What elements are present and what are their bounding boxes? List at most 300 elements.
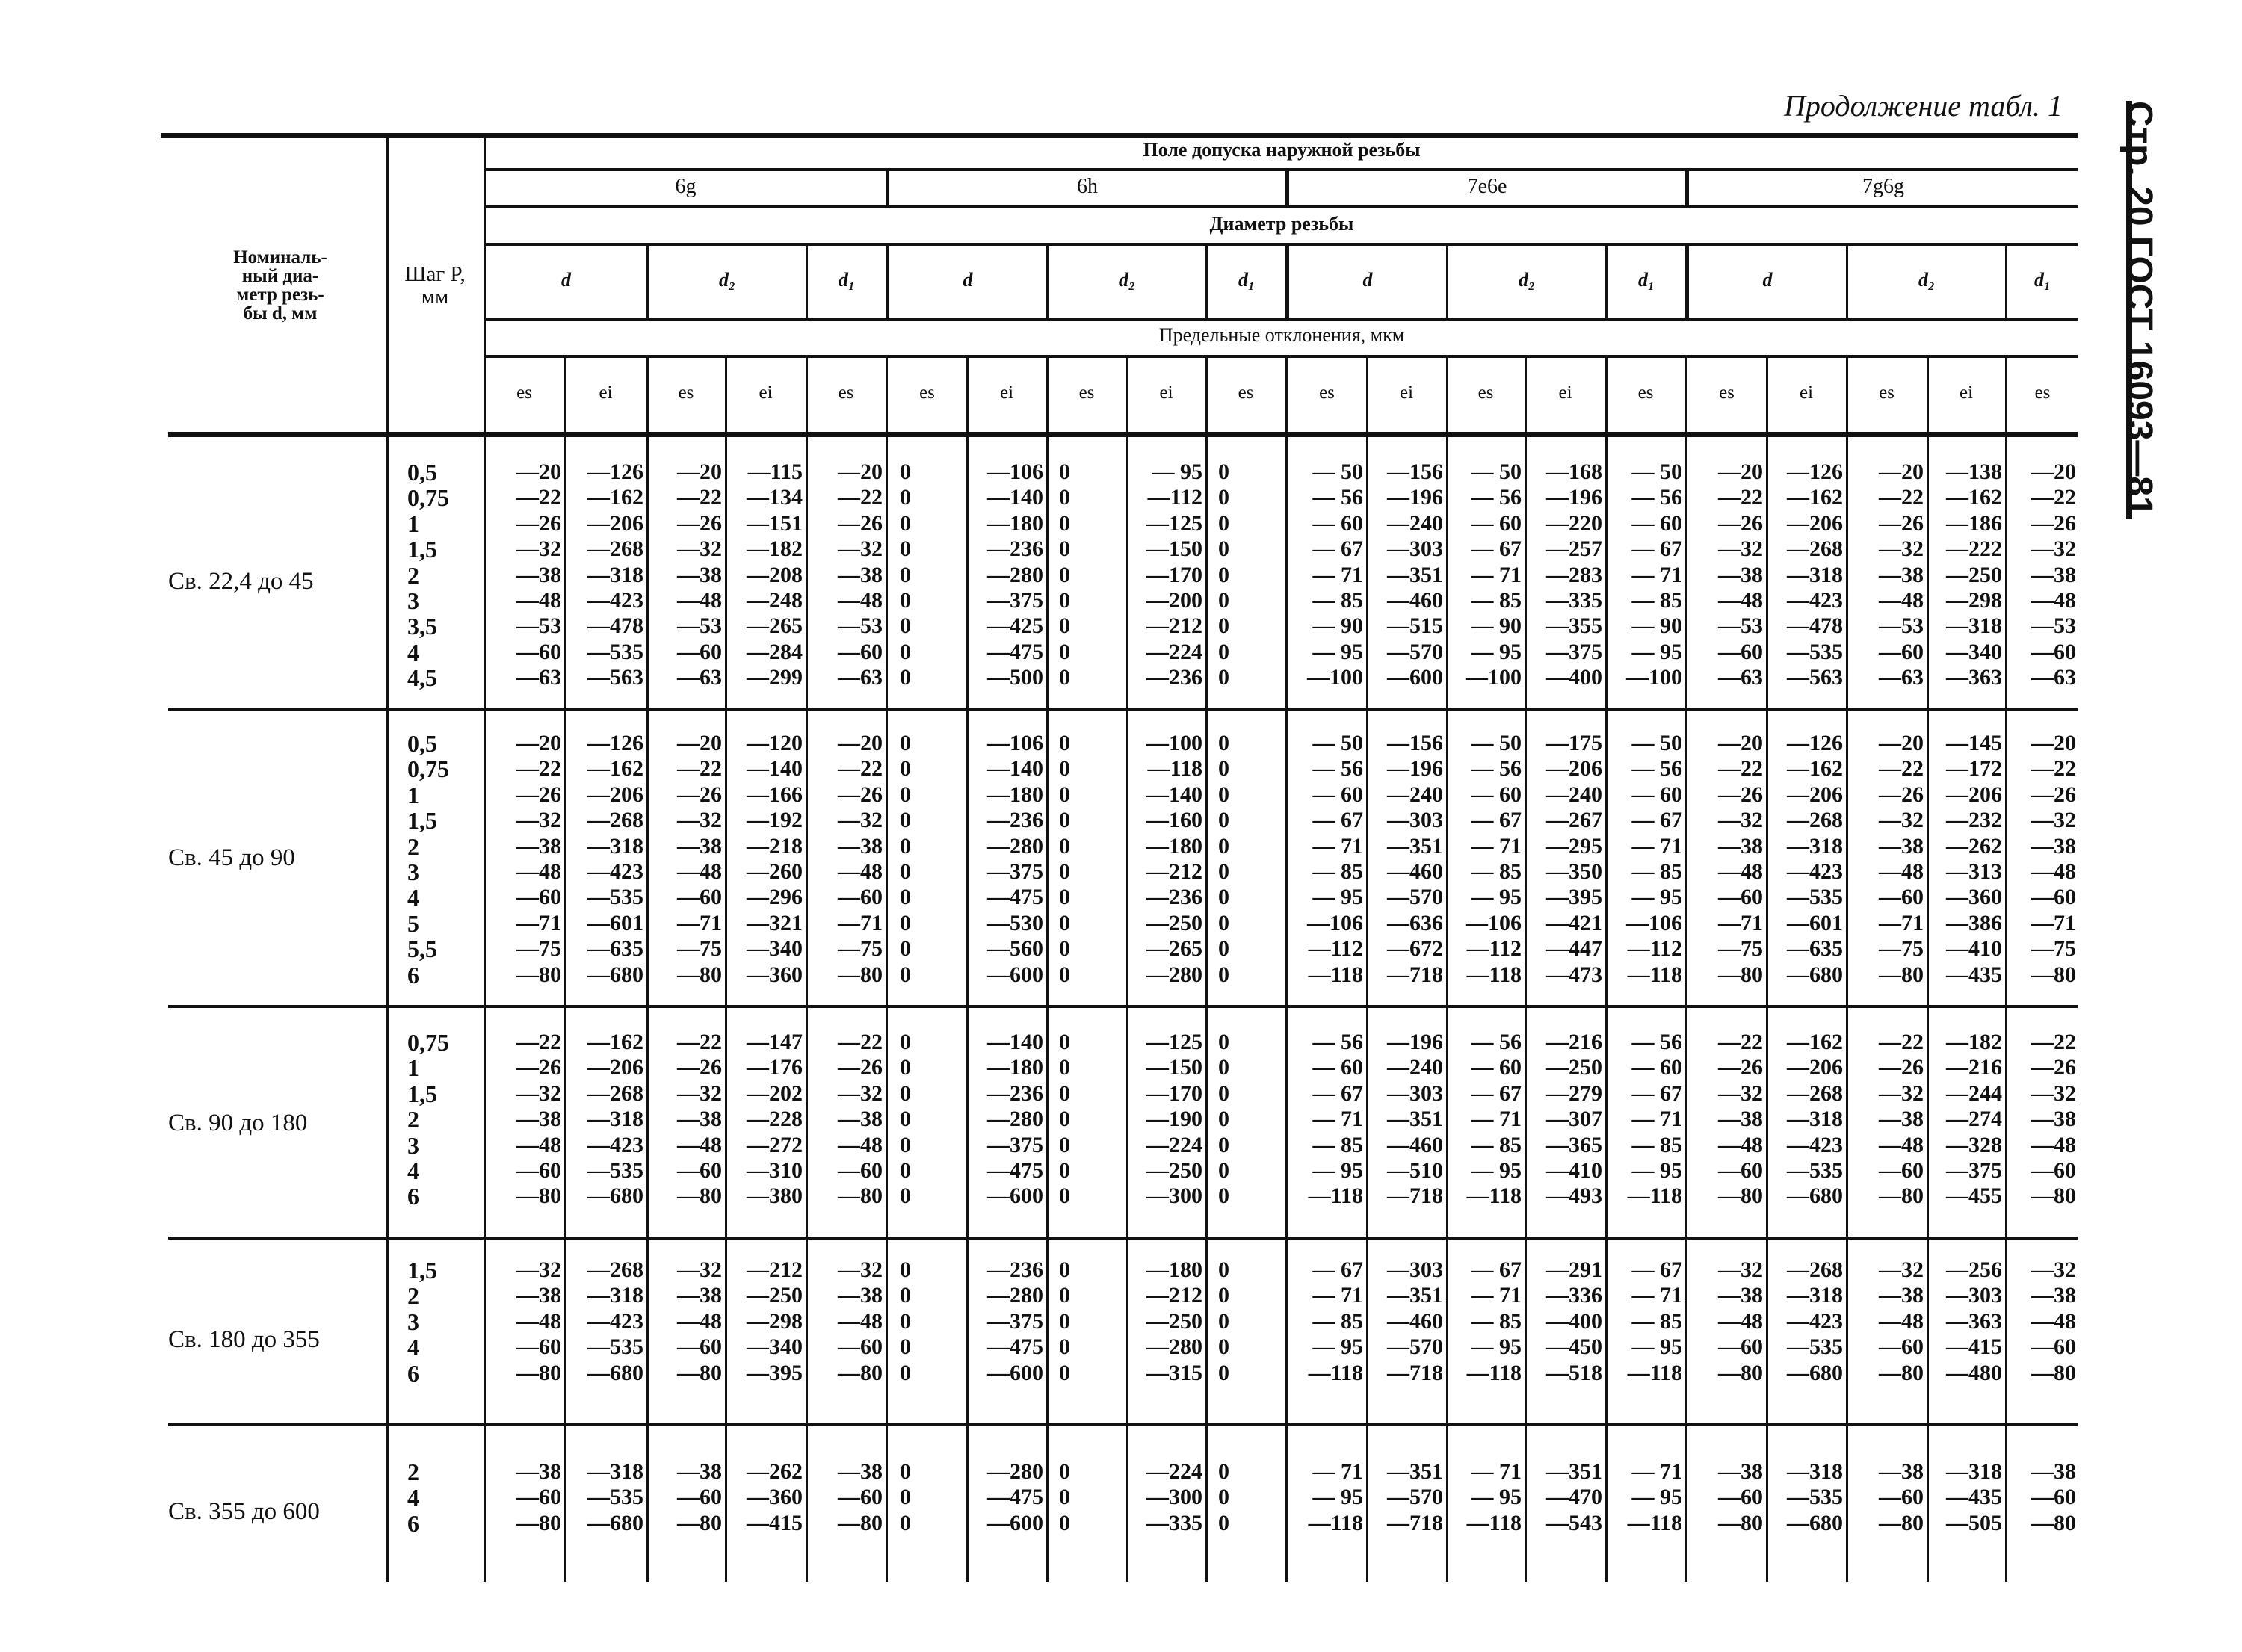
cell-value: —38 bbox=[1718, 833, 1763, 859]
cell-value: 0 bbox=[1218, 808, 1229, 833]
cell-value: — 95 bbox=[1631, 885, 1682, 910]
cell-value: —360 bbox=[1946, 885, 2002, 910]
cell-value: —26 bbox=[1879, 510, 1924, 536]
deviation-label-es: es bbox=[838, 383, 854, 403]
deviation-column bbox=[1929, 1030, 2002, 1210]
cell-value: —298 bbox=[747, 1308, 803, 1334]
deviation-column bbox=[1608, 460, 1682, 691]
cell-value: 0 bbox=[1218, 910, 1229, 935]
cell-value: —335 bbox=[1146, 1510, 1202, 1535]
cell-value: —236 bbox=[1146, 885, 1202, 910]
cell-value: —80 bbox=[2031, 1510, 2076, 1535]
deviation-column bbox=[1368, 731, 1443, 988]
cell-value: —53 bbox=[516, 613, 561, 639]
cell-value: —318 bbox=[587, 1459, 643, 1484]
cell-value: —268 bbox=[1787, 808, 1843, 833]
deviation-column bbox=[1929, 731, 2002, 988]
cell-value: —455 bbox=[1946, 1184, 2002, 1209]
cell-value: 0 bbox=[1059, 1107, 1070, 1132]
cell-value: —363 bbox=[1946, 665, 2002, 690]
deviation-column bbox=[2007, 731, 2076, 988]
group-rule-3 bbox=[168, 1237, 2078, 1240]
cell-value: —75 bbox=[516, 936, 561, 962]
cell-value: 0 bbox=[900, 1334, 911, 1360]
cell-value: —295 bbox=[1546, 833, 1602, 859]
cell-value: — 67 bbox=[1312, 808, 1363, 833]
cell-value: —22 bbox=[1718, 756, 1763, 782]
cell-value: 0 bbox=[900, 1360, 911, 1385]
deviation-column bbox=[1848, 1030, 1924, 1210]
cell-value: — 95 bbox=[1631, 1334, 1682, 1360]
cell-value: —126 bbox=[1787, 731, 1843, 755]
deviation-label-es: es bbox=[1477, 383, 1494, 403]
cell-value: —206 bbox=[587, 510, 643, 536]
cell-value: —515 bbox=[1387, 613, 1443, 639]
cell-value: —601 bbox=[1787, 910, 1843, 935]
cell-value: 0 bbox=[900, 1157, 911, 1183]
cell-value: 0 bbox=[900, 1132, 911, 1157]
deviation-label-ei: ei bbox=[999, 383, 1014, 403]
cell-value: —636 bbox=[1387, 910, 1443, 935]
cell-value: —280 bbox=[987, 562, 1043, 587]
deviation-column bbox=[900, 1030, 911, 1210]
cell-value: —38 bbox=[2031, 1107, 2076, 1132]
step-value: 5 bbox=[407, 909, 419, 937]
cell-value: —600 bbox=[987, 1510, 1043, 1535]
cell-value: — 85 bbox=[1312, 859, 1363, 884]
cell-value: — 67 bbox=[1631, 536, 1682, 562]
cell-value: —118 bbox=[1308, 962, 1363, 987]
page-sidebar bbox=[2119, 101, 2197, 519]
cell-value: —71 bbox=[2031, 910, 2076, 935]
cell-value: —38 bbox=[1879, 833, 1924, 859]
cell-value: —250 bbox=[1146, 1157, 1202, 1183]
cell-value: —351 bbox=[1546, 1459, 1602, 1484]
cell-value: —38 bbox=[2031, 833, 2076, 859]
cell-value: —60 bbox=[516, 1157, 561, 1183]
cell-value: —473 bbox=[1546, 962, 1602, 987]
deviation-column bbox=[900, 731, 911, 988]
cell-value: —80 bbox=[677, 962, 722, 987]
cell-value: —296 bbox=[747, 885, 803, 910]
nominal-diameter-header bbox=[179, 248, 381, 323]
cell-value: —38 bbox=[1718, 1107, 1763, 1132]
cell-value: —680 bbox=[587, 1360, 643, 1385]
cell-value: —240 bbox=[1387, 782, 1443, 807]
cell-value: —26 bbox=[516, 782, 561, 807]
cell-value: —560 bbox=[987, 936, 1043, 962]
step-value: 1 bbox=[407, 781, 419, 808]
deviation-column bbox=[1848, 731, 1924, 988]
cell-value: —222 bbox=[1946, 536, 2002, 562]
cell-value: —22 bbox=[1879, 756, 1924, 782]
step-list bbox=[407, 1459, 419, 1536]
cell-value: —318 bbox=[1946, 1459, 2002, 1484]
cell-value: —80 bbox=[838, 1510, 883, 1535]
cell-value: —435 bbox=[1946, 962, 2002, 987]
step-value: 0,75 bbox=[407, 1029, 449, 1056]
cell-value: —318 bbox=[587, 1107, 643, 1132]
cell-value: —63 bbox=[1879, 665, 1924, 690]
cell-value: —280 bbox=[1146, 962, 1202, 987]
cell-value: —140 bbox=[1146, 782, 1202, 807]
cell-value: —60 bbox=[838, 1485, 883, 1510]
cell-value: — 95 bbox=[1631, 1157, 1682, 1183]
cell-value: —71 bbox=[1718, 910, 1763, 935]
cell-value: — 90 bbox=[1471, 613, 1522, 639]
cell-value: — 71 bbox=[1471, 562, 1522, 587]
header-rule-4 bbox=[486, 318, 2078, 321]
cell-value: —410 bbox=[1946, 936, 2002, 962]
cell-value: —360 bbox=[747, 962, 803, 987]
header-rule-1 bbox=[486, 168, 2078, 171]
cell-value: 0 bbox=[1218, 1107, 1229, 1132]
cell-value: —543 bbox=[1546, 1510, 1602, 1535]
cell-value: —601 bbox=[587, 910, 643, 935]
cell-value: —38 bbox=[2031, 562, 2076, 587]
deviation-label-es: es bbox=[1319, 383, 1335, 403]
cell-value: —570 bbox=[1387, 639, 1443, 664]
cell-value: —236 bbox=[987, 536, 1043, 562]
deviations-title: Предельные отклонения, мкм bbox=[1158, 324, 1405, 346]
deviation-column bbox=[1689, 1257, 1763, 1386]
cell-value: 0 bbox=[1059, 1283, 1070, 1308]
cell-value: —60 bbox=[516, 1334, 561, 1360]
cell-value: 0 bbox=[900, 510, 911, 536]
cell-value: —71 bbox=[838, 910, 883, 935]
cell-value: —257 bbox=[1546, 536, 1602, 562]
cell-value: 0 bbox=[1218, 782, 1229, 807]
deviation-column bbox=[486, 1257, 561, 1386]
cell-value: —680 bbox=[1787, 1184, 1843, 1209]
step-list bbox=[407, 1257, 437, 1386]
cell-value: — 85 bbox=[1312, 1308, 1363, 1334]
cell-value: 0 bbox=[1059, 562, 1070, 587]
deviation-label-ei: ei bbox=[1799, 383, 1814, 403]
cell-value: —147 bbox=[747, 1030, 803, 1054]
cell-value: —22 bbox=[516, 485, 561, 510]
cell-value: —166 bbox=[747, 782, 803, 807]
cell-value: 0 bbox=[1218, 536, 1229, 562]
cell-value: —351 bbox=[1387, 1459, 1443, 1484]
cell-value: —48 bbox=[677, 859, 722, 884]
nominal-line-4: бы d, мм bbox=[243, 303, 318, 324]
cell-value: —38 bbox=[838, 1107, 883, 1132]
cell-value: —22 bbox=[2031, 1030, 2076, 1054]
step-value: 2 bbox=[407, 1458, 419, 1485]
cell-value: —447 bbox=[1546, 936, 1602, 962]
cell-value: —60 bbox=[516, 885, 561, 910]
deviation-column bbox=[808, 1459, 883, 1536]
diam-d-6h: d bbox=[963, 269, 973, 291]
cell-value: 0 bbox=[1059, 1157, 1070, 1183]
cell-value: —535 bbox=[1787, 639, 1843, 664]
cell-value: —22 bbox=[838, 756, 883, 782]
cell-value: 0 bbox=[1059, 962, 1070, 987]
cell-value: 0 bbox=[1218, 756, 1229, 782]
cell-value: —38 bbox=[516, 562, 561, 587]
cell-value: —303 bbox=[1387, 536, 1443, 562]
cell-value: —20 bbox=[516, 731, 561, 755]
cell-value: —106 bbox=[1626, 910, 1682, 935]
cell-value: —134 bbox=[747, 485, 803, 510]
cell-value: 0 bbox=[1059, 613, 1070, 639]
cell-value: —313 bbox=[1946, 859, 2002, 884]
deviation-column bbox=[1368, 1030, 1443, 1210]
dev-sep-7 bbox=[1046, 355, 1049, 1582]
cell-value: —718 bbox=[1387, 1184, 1443, 1209]
cell-value: —208 bbox=[747, 562, 803, 587]
deviation-label-es: es bbox=[1078, 383, 1095, 403]
cell-value: —450 bbox=[1546, 1334, 1602, 1360]
cell-value: — 67 bbox=[1471, 1257, 1522, 1282]
cell-value: 0 bbox=[1218, 613, 1229, 639]
cell-value: —192 bbox=[747, 808, 803, 833]
cell-value: 0 bbox=[900, 859, 911, 884]
cell-value: —150 bbox=[1146, 536, 1202, 562]
cell-value: —80 bbox=[516, 962, 561, 987]
deviation-column bbox=[1218, 731, 1229, 988]
cell-value: —351 bbox=[1387, 833, 1443, 859]
cell-value: —38 bbox=[2031, 1459, 2076, 1484]
cell-value: 0 bbox=[1059, 1485, 1070, 1510]
deviation-column bbox=[900, 1257, 911, 1386]
deviation-label-ei: ei bbox=[1159, 383, 1173, 403]
cell-value: —32 bbox=[838, 1257, 883, 1282]
cell-value: —32 bbox=[677, 1080, 722, 1106]
cell-value: — 60 bbox=[1471, 1055, 1522, 1080]
cell-value: 0 bbox=[1218, 1257, 1229, 1282]
cell-value: —236 bbox=[1146, 665, 1202, 690]
cell-value: —38 bbox=[1879, 562, 1924, 587]
deviation-column bbox=[1608, 1459, 1682, 1536]
cell-value: 0 bbox=[900, 756, 911, 782]
cell-value: — 95 bbox=[1152, 460, 1202, 484]
cell-value: —351 bbox=[1387, 562, 1443, 587]
cell-value: —260 bbox=[747, 859, 803, 884]
deviation-label-es: es bbox=[1637, 383, 1654, 403]
cell-value: —680 bbox=[1787, 1360, 1843, 1385]
cell-value: —423 bbox=[587, 1132, 643, 1157]
cell-value: —60 bbox=[1718, 885, 1763, 910]
field-7e6e: 7e6e bbox=[1467, 175, 1507, 198]
deviation-column bbox=[1128, 1030, 1202, 1210]
cell-value: 0 bbox=[1059, 756, 1070, 782]
step-list bbox=[407, 731, 449, 988]
deviation-label-ei: ei bbox=[1959, 383, 1974, 403]
cell-value: —310 bbox=[747, 1157, 803, 1183]
cell-value: —351 bbox=[1387, 1107, 1443, 1132]
cell-value: —280 bbox=[987, 833, 1043, 859]
cell-value: — 85 bbox=[1471, 859, 1522, 884]
cell-value: —535 bbox=[1787, 885, 1843, 910]
cell-value: —60 bbox=[677, 1334, 722, 1360]
cell-value: —126 bbox=[587, 731, 643, 755]
deviation-column bbox=[1689, 731, 1763, 988]
cell-value: —268 bbox=[587, 808, 643, 833]
deviation-column bbox=[566, 1257, 643, 1386]
deviation-label-ei: ei bbox=[759, 383, 773, 403]
cell-value: —106 bbox=[1307, 910, 1363, 935]
cell-value: —150 bbox=[1146, 1055, 1202, 1080]
cell-value: —20 bbox=[2031, 460, 2076, 484]
deviation-label-ei: ei bbox=[1399, 383, 1414, 403]
cell-value: — 85 bbox=[1312, 587, 1363, 613]
cell-value: —38 bbox=[1718, 1283, 1763, 1308]
cell-value: —32 bbox=[516, 1080, 561, 1106]
cell-value: — 95 bbox=[1631, 1485, 1682, 1510]
cell-value: —48 bbox=[838, 1308, 883, 1334]
cell-value: —26 bbox=[516, 510, 561, 536]
cell-value: — 95 bbox=[1312, 1485, 1363, 1510]
cell-value: —100 bbox=[1466, 665, 1522, 690]
field-6h: 6h bbox=[1077, 175, 1098, 198]
cell-value: —38 bbox=[838, 562, 883, 587]
deviation-column bbox=[486, 1030, 561, 1210]
cell-value: — 71 bbox=[1471, 1107, 1522, 1132]
cell-value: — 50 bbox=[1631, 460, 1682, 484]
cell-value: 0 bbox=[1059, 910, 1070, 935]
cell-value: —125 bbox=[1146, 1030, 1202, 1054]
cell-value: —202 bbox=[747, 1080, 803, 1106]
cell-value: —48 bbox=[516, 1308, 561, 1334]
step-value: 1 bbox=[407, 510, 419, 537]
cell-value: — 56 bbox=[1312, 485, 1363, 510]
cell-value: —48 bbox=[838, 587, 883, 613]
deviation-column bbox=[566, 731, 643, 988]
cell-value: —395 bbox=[747, 1360, 803, 1385]
cell-value: —248 bbox=[747, 587, 803, 613]
cell-value: —80 bbox=[677, 1360, 722, 1385]
cell-value: —535 bbox=[587, 1485, 643, 1510]
cell-value: —375 bbox=[987, 1308, 1043, 1334]
deviation-label-es: es bbox=[678, 383, 694, 403]
cell-value: —500 bbox=[987, 665, 1043, 690]
cell-value: —48 bbox=[516, 1132, 561, 1157]
deviation-column bbox=[1218, 1459, 1229, 1536]
cell-value: —180 bbox=[1146, 1257, 1202, 1282]
cell-value: —216 bbox=[1546, 1030, 1602, 1054]
cell-value: 0 bbox=[1059, 1184, 1070, 1209]
cell-value: —423 bbox=[587, 859, 643, 884]
cell-value: —196 bbox=[1387, 1030, 1443, 1054]
cell-value: —48 bbox=[838, 1132, 883, 1157]
cell-value: —268 bbox=[587, 1257, 643, 1282]
cell-value: 0 bbox=[1218, 1334, 1229, 1360]
deviation-column bbox=[1448, 1459, 1522, 1536]
cell-value: —32 bbox=[516, 808, 561, 833]
cell-value: — 95 bbox=[1471, 639, 1522, 664]
cell-value: —340 bbox=[747, 936, 803, 962]
cell-value: —32 bbox=[1879, 1257, 1924, 1282]
cell-value: 0 bbox=[900, 460, 911, 484]
cell-value: — 85 bbox=[1631, 1132, 1682, 1157]
cell-value: —212 bbox=[1146, 613, 1202, 639]
cell-value: —395 bbox=[1546, 885, 1602, 910]
cell-value: —212 bbox=[1146, 1283, 1202, 1308]
cell-value: —244 bbox=[1946, 1080, 2002, 1106]
cell-value: —38 bbox=[677, 833, 722, 859]
cell-value: —220 bbox=[1546, 510, 1602, 536]
step-value: 2 bbox=[407, 1282, 419, 1310]
step-value: 4 bbox=[407, 1157, 419, 1184]
cell-value: —600 bbox=[987, 962, 1043, 987]
deviation-column bbox=[1128, 460, 1202, 691]
cell-value: —535 bbox=[1787, 1485, 1843, 1510]
cell-value: —20 bbox=[677, 460, 722, 484]
cell-value: —318 bbox=[587, 562, 643, 587]
cell-value: —32 bbox=[516, 536, 561, 562]
cell-value: —318 bbox=[1787, 1107, 1843, 1132]
cell-value: — 67 bbox=[1471, 1080, 1522, 1106]
cell-value: 0 bbox=[1218, 1157, 1229, 1183]
cell-value: —48 bbox=[2031, 859, 2076, 884]
deviation-column bbox=[1527, 1257, 1602, 1386]
cell-value: —118 bbox=[1466, 1184, 1522, 1209]
cell-value: —60 bbox=[2031, 639, 2076, 664]
cell-value: — 56 bbox=[1631, 756, 1682, 782]
cell-value: —250 bbox=[1946, 562, 2002, 587]
cell-value: —38 bbox=[677, 1107, 722, 1132]
cell-value: —22 bbox=[838, 1030, 883, 1054]
cell-value: —60 bbox=[677, 885, 722, 910]
cell-value: —118 bbox=[1466, 962, 1522, 987]
cell-value: —20 bbox=[1718, 731, 1763, 755]
cell-value: —22 bbox=[677, 1030, 722, 1054]
cell-value: —303 bbox=[1387, 1080, 1443, 1106]
cell-value: —162 bbox=[587, 756, 643, 782]
step-value: 6 bbox=[407, 1509, 419, 1537]
cell-value: 0 bbox=[1218, 1184, 1229, 1209]
cell-value: 0 bbox=[1218, 1308, 1229, 1334]
cell-value: —400 bbox=[1546, 665, 1602, 690]
cell-value: — 95 bbox=[1312, 1157, 1363, 1183]
cell-value: 0 bbox=[900, 910, 911, 935]
deviation-column bbox=[1059, 460, 1070, 691]
cell-value: —38 bbox=[2031, 1283, 2076, 1308]
cell-value: —26 bbox=[677, 1055, 722, 1080]
cell-value: —600 bbox=[1387, 665, 1443, 690]
cell-value: —48 bbox=[1879, 859, 1924, 884]
cell-value: 0 bbox=[1059, 782, 1070, 807]
deviation-column bbox=[1608, 1030, 1682, 1210]
nominal-line-3: метр резь- bbox=[236, 285, 324, 305]
cell-value: —318 bbox=[587, 1283, 643, 1308]
cell-value: —20 bbox=[1718, 460, 1763, 484]
cell-value: —48 bbox=[2031, 587, 2076, 613]
deviation-column bbox=[2007, 1030, 2076, 1210]
cell-value: 0 bbox=[900, 731, 911, 755]
cell-value: — 85 bbox=[1631, 587, 1682, 613]
cell-value: —162 bbox=[587, 1030, 643, 1054]
deviation-column bbox=[649, 1030, 722, 1210]
cell-value: —680 bbox=[1787, 962, 1843, 987]
cell-value: 0 bbox=[1059, 1510, 1070, 1535]
step-value: 3 bbox=[407, 1308, 419, 1335]
deviation-column bbox=[969, 460, 1043, 691]
cell-value: —26 bbox=[838, 782, 883, 807]
cell-value: —63 bbox=[838, 665, 883, 690]
cell-value: —272 bbox=[747, 1132, 803, 1157]
deviation-column bbox=[1448, 460, 1522, 691]
cell-value: —718 bbox=[1387, 1360, 1443, 1385]
cell-value: — 95 bbox=[1631, 639, 1682, 664]
step-value: 1 bbox=[407, 1054, 419, 1082]
cell-value: —100 bbox=[1146, 731, 1202, 755]
cell-value: —303 bbox=[1946, 1283, 2002, 1308]
cell-value: —256 bbox=[1946, 1257, 2002, 1282]
header-rule-3 bbox=[486, 243, 2078, 246]
